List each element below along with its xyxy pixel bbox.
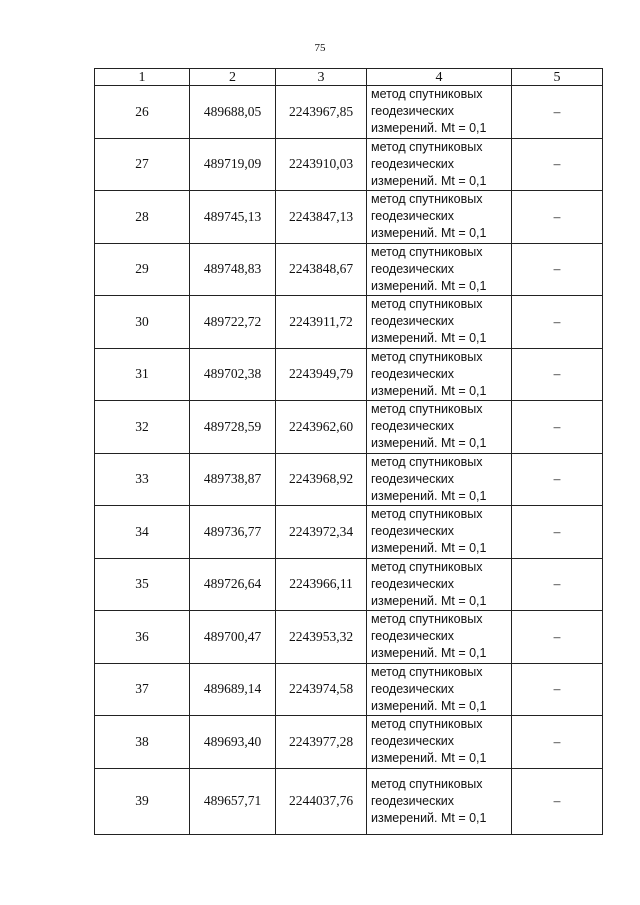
point-number-cell: 27 — [95, 138, 190, 191]
note-cell: – — [512, 138, 603, 191]
table-row — [95, 506, 603, 559]
point-number-cell: 32 — [95, 401, 190, 454]
point-number-cell: 33 — [95, 453, 190, 506]
point-number-cell: 30 — [95, 296, 190, 349]
x-coordinate-cell: 489719,09 — [190, 138, 276, 191]
point-number-cell: 39 — [95, 768, 190, 834]
y-coordinate-cell: 2243977,28 — [276, 716, 367, 769]
x-coordinate-cell: 489736,77 — [190, 506, 276, 559]
note-cell: – — [512, 453, 603, 506]
note-cell: – — [512, 663, 603, 716]
note-cell: – — [512, 348, 603, 401]
column-header-3: 3 — [276, 69, 367, 86]
method-cell: метод спутниковых геодезических измерений. Mt = 0,1 — [367, 348, 512, 401]
point-number-cell: 31 — [95, 348, 190, 401]
note-cell: – — [512, 191, 603, 244]
y-coordinate-cell: 2244037,76 — [276, 768, 367, 834]
table-row — [95, 296, 603, 349]
y-coordinate-cell: 2243968,92 — [276, 453, 367, 506]
table-row — [95, 401, 603, 454]
note-cell: – — [512, 558, 603, 611]
method-cell: метод спутниковых геодезических измерений. Mt = 0,1 — [367, 453, 512, 506]
note-cell: – — [512, 243, 603, 296]
method-cell: метод спутниковых геодезических измерений. Mt = 0,1 — [367, 558, 512, 611]
y-coordinate-cell: 2243966,11 — [276, 558, 367, 611]
table-row — [95, 243, 603, 296]
x-coordinate-cell: 489745,13 — [190, 191, 276, 244]
point-number-cell: 38 — [95, 716, 190, 769]
point-number-cell: 26 — [95, 86, 190, 139]
x-coordinate-cell: 489657,71 — [190, 768, 276, 834]
table-row — [95, 716, 603, 769]
x-coordinate-cell: 489726,64 — [190, 558, 276, 611]
note-cell: – — [512, 296, 603, 349]
method-cell: метод спутниковых геодезических измерений. Mt = 0,1 — [367, 243, 512, 296]
method-cell: метод спутниковых геодезических измерений. Mt = 0,1 — [367, 191, 512, 244]
note-cell: – — [512, 611, 603, 664]
method-cell: метод спутниковых геодезических измерений. Mt = 0,1 — [367, 296, 512, 349]
point-number-cell: 34 — [95, 506, 190, 559]
column-header-2: 2 — [190, 69, 276, 86]
note-cell: – — [512, 401, 603, 454]
table-row — [95, 86, 603, 139]
x-coordinate-cell: 489700,47 — [190, 611, 276, 664]
table-row — [95, 611, 603, 664]
note-cell: – — [512, 768, 603, 834]
y-coordinate-cell: 2243974,58 — [276, 663, 367, 716]
note-cell: – — [512, 506, 603, 559]
y-coordinate-cell: 2243848,67 — [276, 243, 367, 296]
x-coordinate-cell: 489702,38 — [190, 348, 276, 401]
x-coordinate-cell: 489688,05 — [190, 86, 276, 139]
x-coordinate-cell: 489728,59 — [190, 401, 276, 454]
y-coordinate-cell: 2243911,72 — [276, 296, 367, 349]
y-coordinate-cell: 2243847,13 — [276, 191, 367, 244]
method-cell: метод спутниковых геодезических измерений. Mt = 0,1 — [367, 663, 512, 716]
note-cell: – — [512, 716, 603, 769]
point-number-cell: 37 — [95, 663, 190, 716]
point-number-cell: 28 — [95, 191, 190, 244]
y-coordinate-cell: 2243967,85 — [276, 86, 367, 139]
method-cell: метод спутниковых геодезических измерений. Mt = 0,1 — [367, 716, 512, 769]
table-row — [95, 558, 603, 611]
x-coordinate-cell: 489738,87 — [190, 453, 276, 506]
column-header-5: 5 — [512, 69, 603, 86]
table-row — [95, 768, 603, 834]
page-number: 75 — [314, 42, 326, 54]
column-header-4: 4 — [367, 69, 512, 86]
x-coordinate-cell: 489693,40 — [190, 716, 276, 769]
method-cell: метод спутниковых геодезических измерений. Mt = 0,1 — [367, 138, 512, 191]
table-body — [95, 86, 603, 835]
table-row — [95, 348, 603, 401]
coordinates-table — [94, 68, 603, 835]
table-row — [95, 453, 603, 506]
table-row — [95, 191, 603, 244]
note-cell: – — [512, 86, 603, 139]
table-row — [95, 663, 603, 716]
y-coordinate-cell: 2243949,79 — [276, 348, 367, 401]
table-row — [95, 138, 603, 191]
point-number-cell: 29 — [95, 243, 190, 296]
y-coordinate-cell: 2243962,60 — [276, 401, 367, 454]
point-number-cell: 36 — [95, 611, 190, 664]
x-coordinate-cell: 489689,14 — [190, 663, 276, 716]
x-coordinate-cell: 489748,83 — [190, 243, 276, 296]
y-coordinate-cell: 2243953,32 — [276, 611, 367, 664]
method-cell: метод спутниковых геодезических измерений. Mt = 0,1 — [367, 86, 512, 139]
point-number-cell: 35 — [95, 558, 190, 611]
method-cell: метод спутниковых геодезических измерений. Mt = 0,1 — [367, 768, 512, 834]
y-coordinate-cell: 2243910,03 — [276, 138, 367, 191]
column-header-1: 1 — [95, 69, 190, 86]
y-coordinate-cell: 2243972,34 — [276, 506, 367, 559]
table-header-row — [95, 69, 603, 86]
method-cell: метод спутниковых геодезических измерений. Mt = 0,1 — [367, 401, 512, 454]
method-cell: метод спутниковых геодезических измерений. Mt = 0,1 — [367, 506, 512, 559]
x-coordinate-cell: 489722,72 — [190, 296, 276, 349]
method-cell: метод спутниковых геодезических измерений. Mt = 0,1 — [367, 611, 512, 664]
